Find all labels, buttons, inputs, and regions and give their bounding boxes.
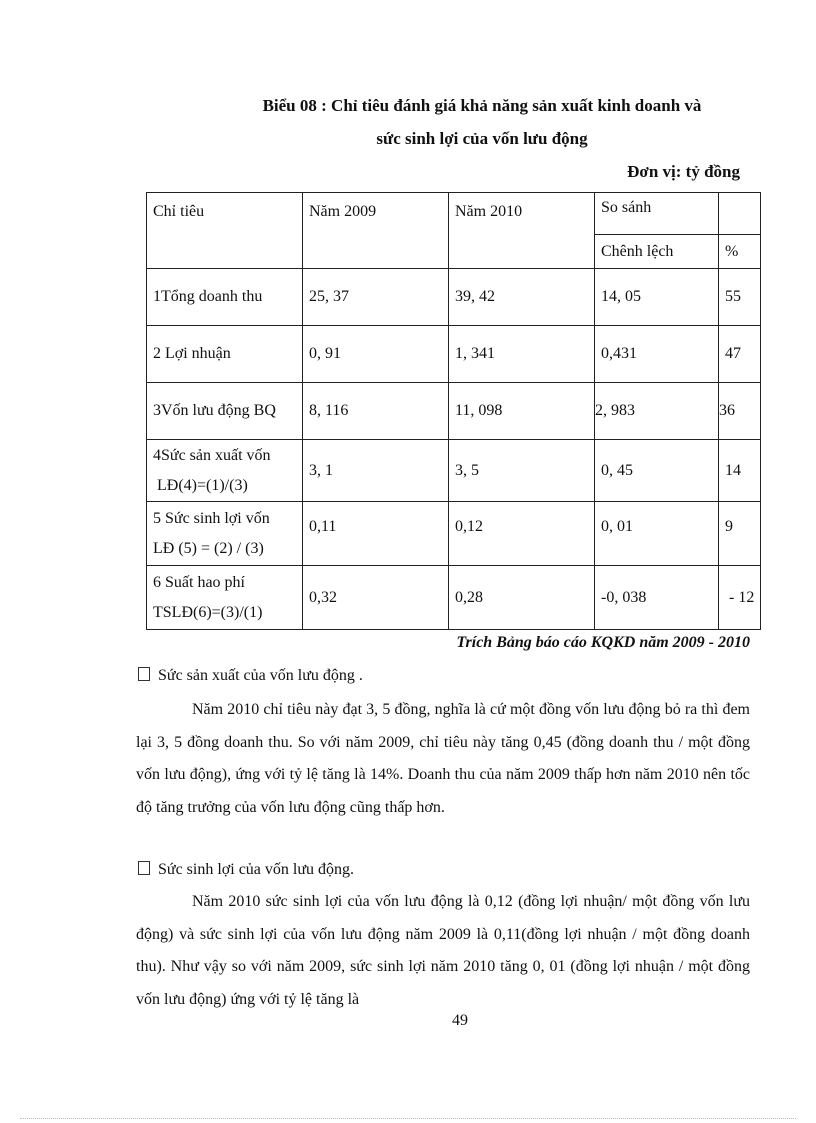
header-percent: % (719, 235, 761, 269)
row-label-line1: 5 Sức sinh lợi vốn (153, 509, 270, 527)
cell-2009: 8, 116 (303, 383, 449, 440)
table-title-line2: sức sinh lợi của vốn lưu động (376, 129, 588, 148)
checkbox-bullet-icon (138, 667, 150, 681)
bullet-item (138, 861, 354, 879)
row-label-line1: 4Sức sản xuất vốn (153, 446, 271, 464)
header-compare-blank (719, 193, 761, 235)
cell-2009: 3, 1 (303, 440, 449, 502)
bullet-text: Sức sinh lợi của vốn lưu động. (158, 861, 355, 878)
header-difference: Chênh lệch (595, 235, 719, 269)
cell-percent: 47 (719, 326, 761, 383)
row-label (147, 502, 303, 566)
row-label-line1: 6 Suất hao phí (153, 573, 245, 591)
paragraph: Năm 2010 sức sinh lợi của vốn lưu động là 0,12 (đồng lợi nhuận/ một đồng vốn lưu động) và sức sinh lợi của vốn lưu động năm 2009 là 0,11(đồng lợi nhuận / một đồng doanh thu). Như vậy so với năm 2009, sức sinh lợi năm 2010 tăng 0, 01 (đồng lợi nhuận / một đồng vốn lưu động) ứng với tỷ lệ tăng là (136, 893, 750, 1008)
page-divider (20, 1118, 796, 1119)
table-row (147, 440, 761, 502)
cell-2009: 0,32 (303, 566, 449, 630)
row-label: 2 Lợi nhuận (147, 326, 303, 383)
cell-percent: 36 (719, 383, 761, 440)
table-row (147, 269, 761, 326)
cell-percent: 9 (719, 502, 761, 566)
cell-2009: 25, 37 (303, 269, 449, 326)
checkbox-bullet-icon (138, 861, 150, 875)
cell-2010: 0,12 (449, 502, 595, 566)
header-indicator: Chỉ tiêu (147, 193, 303, 269)
paragraph: Năm 2010 chỉ tiêu này đạt 3, 5 đồng, nghĩa là cứ một đồng vốn lưu động bỏ ra thì đem lại 3, 5 đồng doanh thu. So với năm 2009, chỉ tiêu này tăng 0,45 (đồng doanh thu / một đồng vốn lưu động), ứng với tỷ lệ tăng là 14%. Doanh thu của năm 2009 thấp hơn năm 2010 nên tốc độ tăng trưởng của vốn lưu động cũng thấp hơn. (136, 701, 750, 816)
cell-difference: -0, 038 (595, 566, 719, 630)
cell-2009: 0,11 (303, 502, 449, 566)
row-label (147, 440, 303, 502)
indicator-table (146, 192, 761, 630)
row-label: 1Tổng doanh thu (147, 269, 303, 326)
cell-2010: 3, 5 (449, 440, 595, 502)
bullet-text: Sức sản xuất của vốn lưu động . (158, 667, 363, 684)
cell-difference: 0,431 (595, 326, 719, 383)
cell-2010: 11, 098 (449, 383, 595, 440)
table-row (147, 566, 761, 630)
cell-difference: 2, 983 (595, 383, 719, 440)
table-row (147, 502, 761, 566)
cell-2009: 0, 91 (303, 326, 449, 383)
cell-difference: 0, 45 (595, 440, 719, 502)
row-label-line2: TSLĐ(6)=(3)/(1) (153, 603, 263, 621)
cell-percent: - 12 (719, 566, 761, 630)
cell-percent: 55 (719, 269, 761, 326)
page-number: 49 (452, 1012, 468, 1029)
unit-label: Đơn vị: tỷ đồng (627, 162, 740, 181)
cell-difference: 14, 05 (595, 269, 719, 326)
table-row (147, 383, 761, 440)
row-label-line2: LĐ (5) = (2) / (3) (153, 539, 264, 557)
row-label-line2: LĐ(4)=(1)/(3) (157, 476, 248, 494)
header-row (147, 193, 761, 235)
cell-percent: 14 (719, 440, 761, 502)
table-title-line1: Biểu 08 : Chỉ tiêu đánh giá khả năng sản xuất kinh doanh và (262, 96, 702, 115)
bullet-item (138, 667, 363, 685)
row-label (147, 566, 303, 630)
header-year-2010: Năm 2010 (449, 193, 595, 269)
header-year-2009: Năm 2009 (303, 193, 449, 269)
cell-difference: 0, 01 (595, 502, 719, 566)
cell-2010: 39, 42 (449, 269, 595, 326)
row-label: 3Vốn lưu động BQ (147, 383, 303, 440)
header-compare: So sánh (595, 193, 719, 235)
source-note: Trích Bảng báo cáo KQKD năm 2009 - 2010 (456, 634, 750, 651)
cell-2010: 1, 341 (449, 326, 595, 383)
table-row (147, 326, 761, 383)
cell-2010: 0,28 (449, 566, 595, 630)
